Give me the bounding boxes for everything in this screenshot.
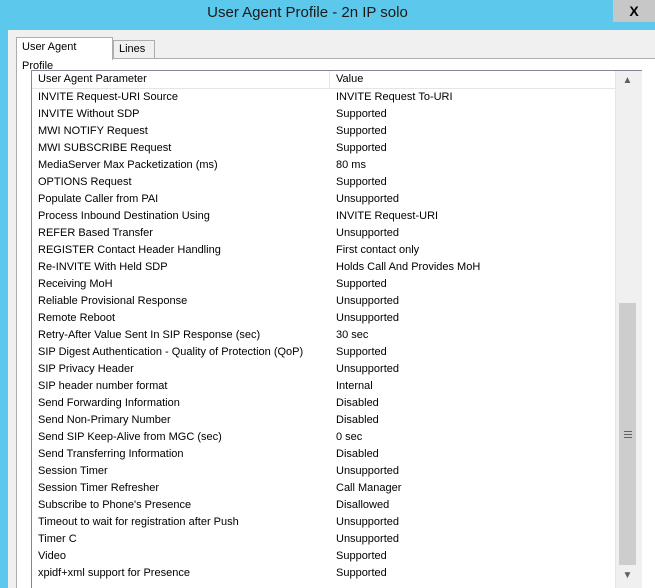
table-row[interactable] [32,106,615,123]
parameter-cell: xpidf+xml support for Presence [38,567,190,579]
parameter-cell: Video [38,550,66,562]
table-row[interactable] [32,480,615,497]
parameter-cell: MWI SUBSCRIBE Request [38,142,172,154]
value-cell[interactable]: Supported [336,278,387,290]
table-row[interactable] [32,412,615,429]
table-row[interactable] [32,123,615,140]
parameter-cell: Send Non-Primary Number [38,414,171,426]
parameter-cell: REGISTER Contact Header Handling [38,244,221,256]
table-row[interactable] [32,378,615,395]
parameter-cell: Remote Reboot [38,312,116,324]
parameter-grid [31,70,642,588]
parameter-cell: REFER Based Transfer [38,227,153,239]
window-frame-left [0,30,8,588]
parameter-cell: Subscribe to Phone's Presence [38,499,192,511]
value-cell[interactable]: Supported [336,346,387,358]
table-row[interactable] [32,514,615,531]
value-cell[interactable]: Unsupported [336,193,399,205]
table-row[interactable] [32,174,615,191]
table-row[interactable] [32,225,615,242]
table-row[interactable] [32,242,615,259]
table-row[interactable] [32,395,615,412]
scroll-down-button[interactable] [619,567,636,584]
value-cell[interactable]: Disabled [336,448,379,460]
table-row[interactable] [32,157,615,174]
value-cell[interactable]: Internal [336,380,373,392]
column-header-value[interactable]: Value [336,73,364,85]
parameter-cell: SIP header number format [38,380,168,392]
value-cell[interactable]: Unsupported [336,363,399,375]
grid-header [32,71,615,89]
dialog-client-area [8,30,655,588]
parameter-cell: MWI NOTIFY Request [38,125,148,137]
table-row[interactable] [32,463,615,480]
table-row[interactable] [32,446,615,463]
table-row[interactable] [32,259,615,276]
value-cell[interactable]: 0 sec [336,431,363,443]
parameter-cell: SIP Privacy Header [38,363,134,375]
window-title: User Agent Profile - 2n IP solo [207,4,408,21]
value-cell[interactable]: First contact only [336,244,420,256]
table-row[interactable] [32,361,615,378]
parameter-cell: Send Forwarding Information [38,397,180,409]
vertical-scrollbar[interactable] [615,71,642,588]
value-cell[interactable]: Unsupported [336,312,399,324]
chevron-up-icon: ▲ [622,75,633,86]
table-row[interactable] [32,344,615,361]
parameter-cell: Re-INVITE With Held SDP [38,261,168,273]
value-cell[interactable]: Supported [336,125,387,137]
value-cell[interactable]: Supported [336,550,387,562]
value-cell[interactable]: 30 sec [336,329,369,341]
table-row[interactable] [32,327,615,344]
value-cell[interactable]: Holds Call And Provides MoH [336,261,481,273]
value-cell[interactable]: Unsupported [336,227,399,239]
value-cell[interactable]: Supported [336,567,387,579]
parameter-cell: Session Timer Refresher [38,482,160,494]
value-cell[interactable]: Unsupported [336,295,399,307]
parameter-cell: Session Timer [38,465,108,477]
chevron-down-icon: ▼ [622,570,633,581]
table-row[interactable] [32,293,615,310]
parameter-cell: Send Transferring Information [38,448,184,460]
table-row[interactable] [32,310,615,327]
table-row[interactable] [32,531,615,548]
table-row[interactable] [32,565,615,582]
value-cell[interactable]: Disabled [336,397,379,409]
table-row[interactable] [32,548,615,565]
grid-rows [32,89,615,588]
parameter-cell: INVITE Request-URI Source [38,91,178,103]
value-cell[interactable]: Unsupported [336,533,399,545]
value-cell[interactable]: Call Manager [336,482,402,494]
grip-icon [624,431,632,438]
value-cell[interactable]: INVITE Request-URI [336,210,439,222]
value-cell[interactable]: INVITE Request To-URI [336,91,453,103]
close-icon: X [629,3,639,19]
value-cell[interactable]: Unsupported [336,465,399,477]
parameter-cell: Timeout to wait for registration after Push [38,516,239,528]
scroll-thumb[interactable] [619,303,636,565]
table-row[interactable] [32,497,615,514]
value-cell[interactable]: Disallowed [336,499,390,511]
table-row[interactable] [32,140,615,157]
value-cell[interactable]: Unsupported [336,516,399,528]
table-row[interactable] [32,429,615,446]
tab-lines[interactable]: Lines [113,40,155,59]
scroll-up-button[interactable] [619,72,636,89]
value-cell[interactable]: Supported [336,108,387,120]
parameter-cell: Reliable Provisional Response [38,295,188,307]
value-cell[interactable]: Supported [336,176,387,188]
table-row[interactable] [32,208,615,225]
value-cell[interactable]: Disabled [336,414,379,426]
tab-user-agent-profile[interactable]: User Agent Profile [16,37,113,60]
parameter-cell: MediaServer Max Packetization (ms) [38,159,218,171]
close-button[interactable] [613,0,655,22]
value-cell[interactable]: Supported [336,142,387,154]
title-bar [0,0,655,30]
parameter-cell: Retry-After Value Sent In SIP Response (sec) [38,329,261,341]
parameter-cell: OPTIONS Request [38,176,132,188]
column-header-parameter[interactable]: User Agent Parameter [32,71,330,89]
parameter-cell: Populate Caller from PAI [38,193,159,205]
table-row[interactable] [32,191,615,208]
parameter-cell: Send SIP Keep-Alive from MGC (sec) [38,431,222,443]
parameter-cell: Process Inbound Destination Using [38,210,210,222]
table-row[interactable] [32,276,615,293]
value-cell[interactable]: 80 ms [336,159,366,171]
parameter-cell: Timer C [38,533,77,545]
parameter-cell: INVITE Without SDP [38,108,140,120]
parameter-cell: SIP Digest Authentication - Quality of Protection (QoP) [38,346,304,358]
parameter-cell: Receiving MoH [38,278,113,290]
table-row[interactable] [32,89,615,106]
tab-panel-user-agent-profile [16,58,655,588]
